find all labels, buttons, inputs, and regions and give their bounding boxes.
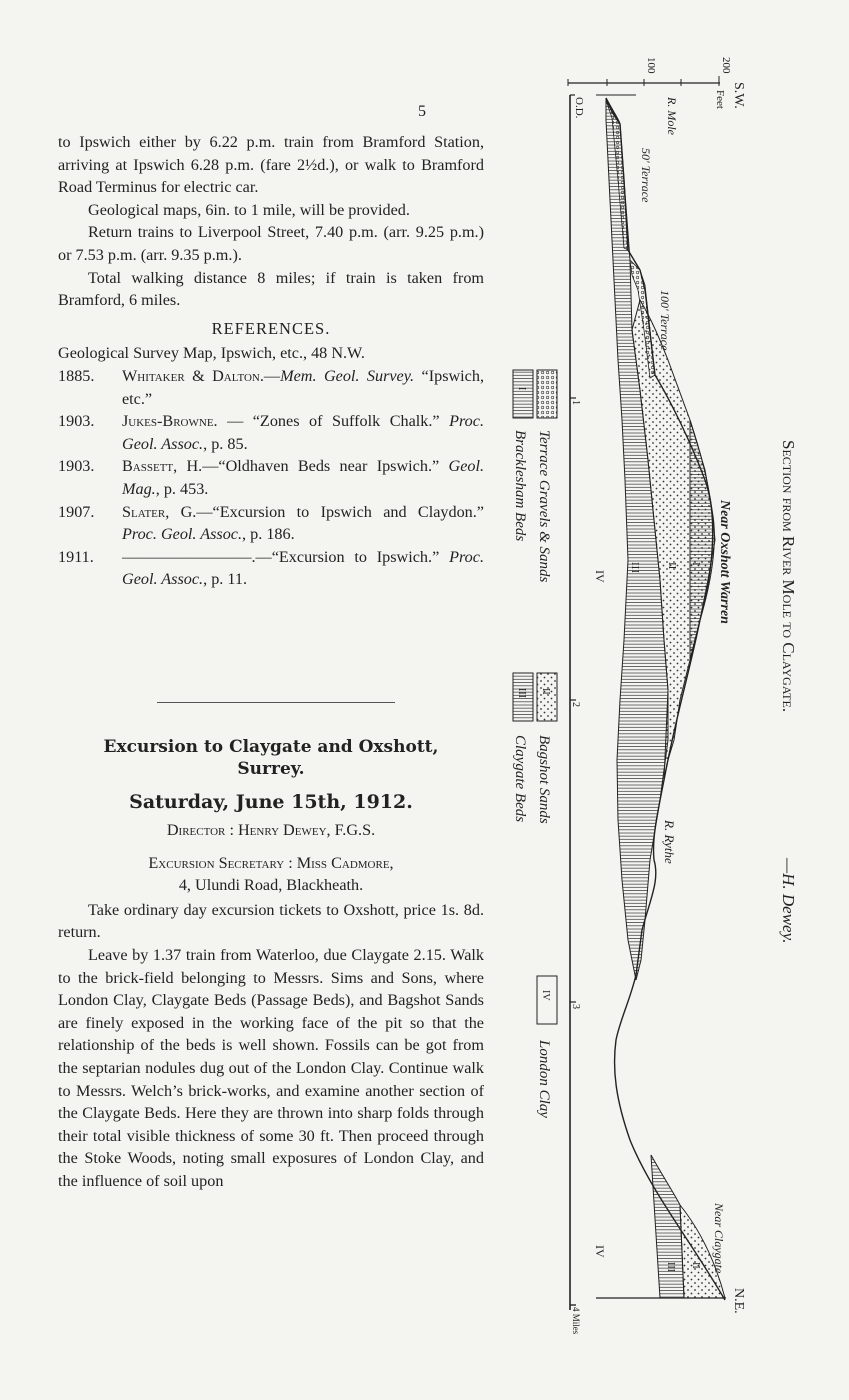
director-line: Director : Henry Dewey, F.G.S. (166, 821, 376, 839)
reference-title: “Excursion to Ipswich.” (271, 547, 450, 566)
reference-year: 1903. (58, 412, 95, 431)
bed-i-bracklesham-beds (690, 420, 714, 660)
legend-label-terrace: Terrace Gravels & Sands (536, 430, 552, 583)
reference-title: “Zones of Suffolk Chalk.” (252, 412, 450, 431)
reference-year: 1885. (58, 366, 95, 385)
bed-numeral-iv: IV (593, 570, 607, 583)
section-author: —H. Dewey. (779, 858, 798, 944)
bed-numeral-iii: III (665, 1262, 676, 1272)
river-mole-label: R. Mole (665, 97, 679, 135)
legend-swatch-i (513, 370, 533, 418)
datum-label: O.D. (573, 97, 585, 119)
scale-tick-label: 200 (720, 57, 732, 74)
bed-numeral-i: I (690, 562, 702, 566)
reference-title: “Excursion to Ipswich and Claydon.” (212, 502, 484, 521)
references-heading: REFERENCES. (211, 318, 331, 338)
reference-journal: Geol. Mag. (122, 457, 485, 498)
bed-numeral-iv: IV (593, 1245, 607, 1258)
mile-tick-label: 4 Miles (571, 1307, 581, 1335)
reference-pages: , p. 186. (242, 525, 295, 544)
bed-numeral-ii: II (690, 1262, 701, 1269)
reference-journal: Mem. Geol. Survey. (280, 366, 415, 385)
reference-author: Whitaker & Dalton.— (122, 366, 281, 385)
reference-pages: , p. 85. (203, 434, 248, 453)
reference-pages: , p. 453. (155, 479, 209, 498)
reference-year: 1907. (58, 502, 95, 521)
reference-author: Bassett, H.— (122, 457, 219, 476)
secretary-line: Excursion Secretary : Miss Cadmore, (148, 853, 394, 872)
ne-label: N.E. (731, 1288, 746, 1314)
section-title: Section from River Mole to Claygate. (779, 440, 798, 713)
legend-label-london-clay: London Clay (536, 1040, 552, 1118)
mile-axis (570, 398, 576, 1305)
reference-title: “Oldhaven Beds near Ipswich.” (218, 457, 449, 476)
excursion-title-line: Excursion to Claygate and Oxshott, (103, 737, 439, 757)
terrace50-label: 50' Terrace (639, 148, 653, 203)
reference-year: 1903. (58, 457, 95, 476)
bed-numeral-iii: III (629, 562, 641, 573)
scale-unit-label: Feet (714, 90, 726, 109)
reference-journal: Proc. Geol. Assoc. (122, 547, 484, 589)
legend-numeral: III (516, 688, 527, 698)
intro-paragraph: Return trains to Liverpool Street, 7.40 p.m. (arr. 9.25 p.m.) or 7.53 p.m. (arr. 9.35 p.m.). (58, 223, 484, 264)
terrace100-label: 100' Terrace (658, 290, 672, 351)
bed-numeral-ii: II (666, 562, 678, 570)
scale-tick-label: 100 (645, 57, 657, 74)
river-rythe-label: R. Rythe (662, 820, 677, 864)
legend-label-bracklesham: Bracklesham Beds (512, 430, 528, 542)
intro-paragraph: Geological maps, 6in. to 1 mile, will be provided. (88, 200, 410, 219)
mile-tick-label: 3 (570, 1004, 581, 1009)
page-number: 5 (418, 103, 426, 120)
reference-author: Slater, G.— (122, 502, 213, 521)
excursion-date: Saturday, June 15th, 1912. (129, 791, 413, 813)
intro-paragraph: Total walking distance 8 miles; if train is taken from Bramford, 6 miles. (58, 268, 484, 310)
reference-journal: Proc. Geol. Assoc. (122, 525, 243, 544)
legend-numeral: I (516, 387, 527, 391)
intro-paragraph: to Ipswich either by 6.22 p.m. train from Bramford Station, arriving at Ipswich 6.28 p.m. (fare 2½d.), or walk to Bramford Road Terminus for electric car. (58, 133, 484, 197)
oxshott-label: Near Oxshott Warren (717, 500, 732, 624)
claygate-label: Near Claygate (712, 1203, 726, 1274)
legend-swatch-terrace (537, 370, 557, 418)
reference-year: 1911. (58, 547, 94, 566)
reference-pages: “Ipswich, etc.” (122, 366, 485, 408)
excursion-paragraph: Take ordinary day excursion tickets to Oxshott, price 1s. 8d. return. (58, 900, 484, 942)
reference-pages: , p. 11. (203, 570, 248, 589)
reference-journal: Proc. Geol. Assoc. (122, 412, 484, 453)
bed-iii-claygate-ne (651, 1155, 684, 1298)
legend-swatch-ii (537, 673, 557, 721)
excursion-paragraph: Leave by 1.37 train from Waterloo, due Claygate 2.15. Walk to the brick-field belonging to Messrs. Sims and Sons, where London Clay, Claygate Beds (Passage Beds), and Bagshot Sands are finely exposed in the working face of the pit so that the relationship of the beds is well shown. Fossils can be got from the septarian nodules dug out of the London Clay. Continue walk to Messrs. Welch’s brick-works, and examine another section of the Claygate Beds. Here they are thrown into sharp folds through their total visible thickness of some 30 ft. Then proceed through the Stoke Woods, noting small exposures of London Clay, and the influence of soil upon (58, 945, 484, 1190)
legend-numeral: II (540, 688, 551, 695)
sw-label: S.W. (731, 82, 746, 109)
reference-author: Jukes-Browne. — (122, 412, 253, 431)
excursion-title-line: Surrey. (237, 759, 305, 779)
reference-author: ————————.— (122, 547, 272, 566)
legend-label-bagshot: Bagshot Sands (536, 735, 552, 824)
legend-numeral: IV (540, 990, 551, 1001)
legend-label-claygate: Claygate Beds (512, 735, 528, 823)
mile-tick-label: 2 (570, 702, 581, 707)
mile-tick-label: 1 (570, 400, 581, 405)
secretary-address: 4, Ulundi Road, Blackheath. (178, 876, 364, 895)
reference-map: Geological Survey Map, Ipswich, etc., 48 N.W. (58, 344, 365, 363)
